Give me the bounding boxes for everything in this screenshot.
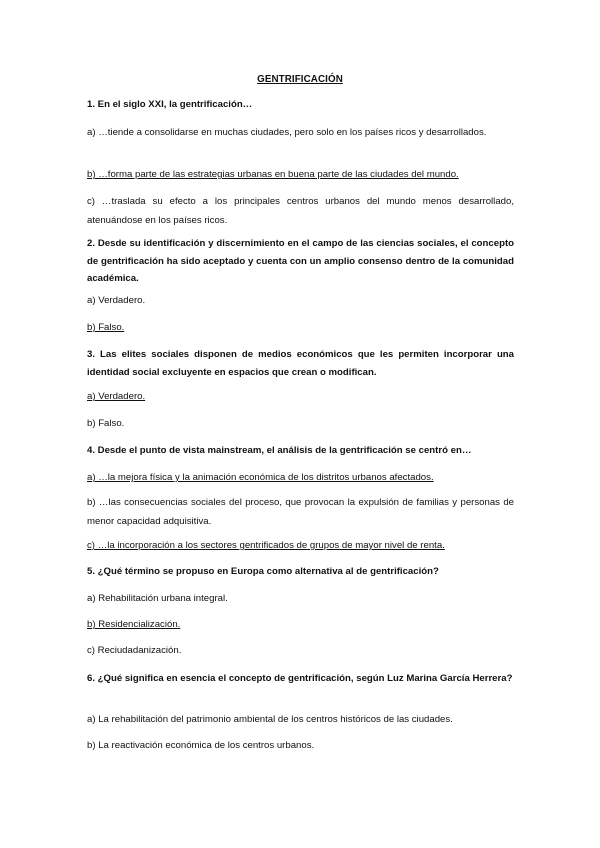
page-title: GENTRIFICACIÓN <box>257 74 343 85</box>
question-5: 5. ¿Qué término se propuso en Europa como alternativa al de gentrificación? <box>87 566 439 577</box>
question-4-option-a: a) …la mejora física y la animación económica de los distritos urbanos afectados. <box>87 472 434 483</box>
question-1-option-c: c) …traslada su efecto a los principales centros urbanos del mundo menos desarrollado, atenuándose en los países ricos. <box>87 196 514 226</box>
question-4-option-c: c) …la incorporación a los sectores gentrificados de grupos de mayor nivel de renta. <box>87 540 445 551</box>
question-4: 4. Desde el punto de vista mainstream, el análisis de la gentrificación se centró en… <box>87 445 472 456</box>
question-6-option-b: b) La reactivación económica de los centros urbanos. <box>87 740 315 751</box>
question-5-option-c: c) Reciudadanización. <box>87 645 182 656</box>
question-5-option-a: a) Rehabilitación urbana integral. <box>87 593 228 604</box>
question-1-option-b: b) …forma parte de las estrategias urbanas en buena parte de las ciudades del mundo. <box>87 169 459 180</box>
question-1-option-a: a) …tiende a consolidarse en muchas ciudades, pero solo en los países ricos y desarrollados. <box>87 127 487 138</box>
question-2-option-a: a) Verdadero. <box>87 295 146 306</box>
question-4-option-b: b) …las consecuencias sociales del proceso, que provocan la expulsión de familias y personas de menor capacidad adquisitiva. <box>87 497 514 527</box>
question-2: 2. Desde su identificación y discernimiento en el campo de las ciencias sociales, el concepto de gentrificación ha sido aceptado y cuenta con un amplio consenso dentro de la comunidad académica. <box>87 238 514 284</box>
question-3-option-a: a) Verdadero. <box>87 391 146 402</box>
question-3: 3. Las elites sociales disponen de medios económicos que les permiten incorporar una identidad social excluyente en espacios que crean o modifican. <box>87 349 514 378</box>
question-3-option-b: b) Falso. <box>87 418 125 429</box>
question-6: 6. ¿Qué significa en esencia el concepto de gentrificación, según Luz Marina García Herrera? <box>87 673 513 684</box>
question-1: 1. En el siglo XXI, la gentrificación… <box>87 99 253 110</box>
question-2-option-b: b) Falso. <box>87 322 125 333</box>
question-6-option-a: a) La rehabilitación del patrimonio ambiental de los centros históricos de las ciudades. <box>87 714 453 725</box>
question-5-option-b: b) Residencialización. <box>87 619 181 630</box>
